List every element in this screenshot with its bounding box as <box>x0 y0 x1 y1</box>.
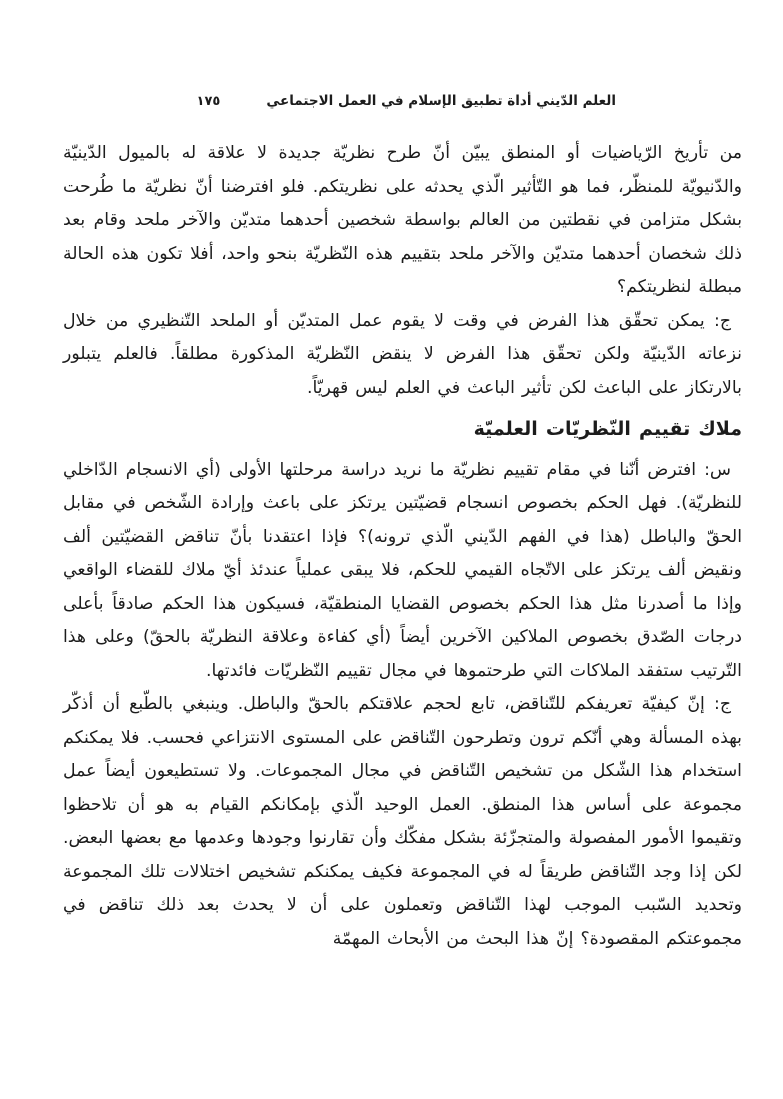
page-body <box>63 137 742 956</box>
page-number: ١٧٥ <box>196 94 221 109</box>
running-header-title: العلم الدّيني أداة تطبيق الإسلام في العمل الاجتماعي <box>266 93 616 109</box>
paragraph-answer-1: ج: يمكن تحقّق هذا الفرض في وقت لا يقوم عمل المتديّن أو الملحد التّنظيري من خلال نزعاته الدّينيّة ولكن تحقّق هذا الفرض لا ينقض النّظريّة المذكورة مطلقاً. فالعلم يتبلور بالارتكاز على الباعث لكن تأثير الباعث في العلم ليس قهريّاً. <box>63 310 742 398</box>
paragraph-question-2: س: افترض أنّنا في مقام تقييم نظريّة ما نريد دراسة مرحلتها الأولى (أي الانسجام الدّاخلي للنظريّة). فهل الحكم بخصوص انسجام قضيّتين يرتكز على باعث وإرادة الشّخص في مقابل الحقّ والباطل (هذا في الفهم الدّيني الّذي ترونه)؟ فإذا اعتقدنا بأنّ تناقض القضيّتين ألف ونقيض ألف يرتكز على الاتّجاه القيمي للحكم، فلا يبقى عملياً عندئذ أيّ ملاك للقضاء الواقعي وإذا ما أصدرنا مثل هذا الحكم بخصوص القضايا المنطقيّة، فسيكون هذا الحكم صادقاً بأعلى درجات الصّدق بخصوص الملاكين الآخرين أيضاً (أي كفاءة وعلاقة النظريّة بالحقّ) وعلى هذا التّرتيب ستفقد الملاكات التي طرحتموها في مجال تقييم النّظريّات فائدتها. <box>63 459 742 681</box>
paragraph-question-continuation: من تأريخ الرّياضيات أو المنطق يبيّن أنّ طرح نظريّة جديدة لا علاقة له بالميول الدّينيّة والدّنيويّة للمنظّر، فما هو التّأثير الّذي يحدثه على نظريتكم. فلو افترضنا أنّ نظريّة ما طُرحت بشكل متزامن في نقطتين من العالم بواسطة شخصين أحدهما متديّن والآخر ملحد وقام بعد ذلك شخصان أحدهما متديّن والآخر ملحد بتقييم هذه النّظريّة بنحو واحد، أفلا تكون هذه الحالة مبطلة لنظريتكم؟ <box>63 143 742 297</box>
paragraph-answer-2: ج: إنّ كيفيّة تعريفكم للتّناقض، تابع لحجم علاقتكم بالحقّ والباطل. وينبغي بالطّبع أن أذكّر بهذه المسألة وهي أنّكم ترون وتطرحون التّناقض على المستوى الانتزاعي فحسب. فلا يمكنكم استخدام هذا الشّكل من تشخيص التّناقض في مجال المجموعات. ولا تستطيعون أيضاً عمل مجموعة على أساس هذا المنطق. العمل الوحيد الّذي بإمكانكم القيام به هو أن تلاحظوا وتقيموا الأمور المفصولة والمتجزّئة بشكل مفكّك وأن تقارنوا وجودها وعدمها مع بعضها البعض. لكن إذا وجد التّناقض طريقاً له في المجموعة فكيف يمكنكم تشخيص اختلالات تلك المجموعة وتحديد السّبب الموجب لهذا التّناقض وتعملون على أن لا يحدث بعد ذلك تناقض في مجموعتكم المقصودة؟ إنّ هذا البحث من الأبحاث المهمّة <box>63 694 742 949</box>
page-header <box>100 90 616 113</box>
section-heading: ملاك تقييم النّظريّات العلميّة <box>473 418 742 440</box>
